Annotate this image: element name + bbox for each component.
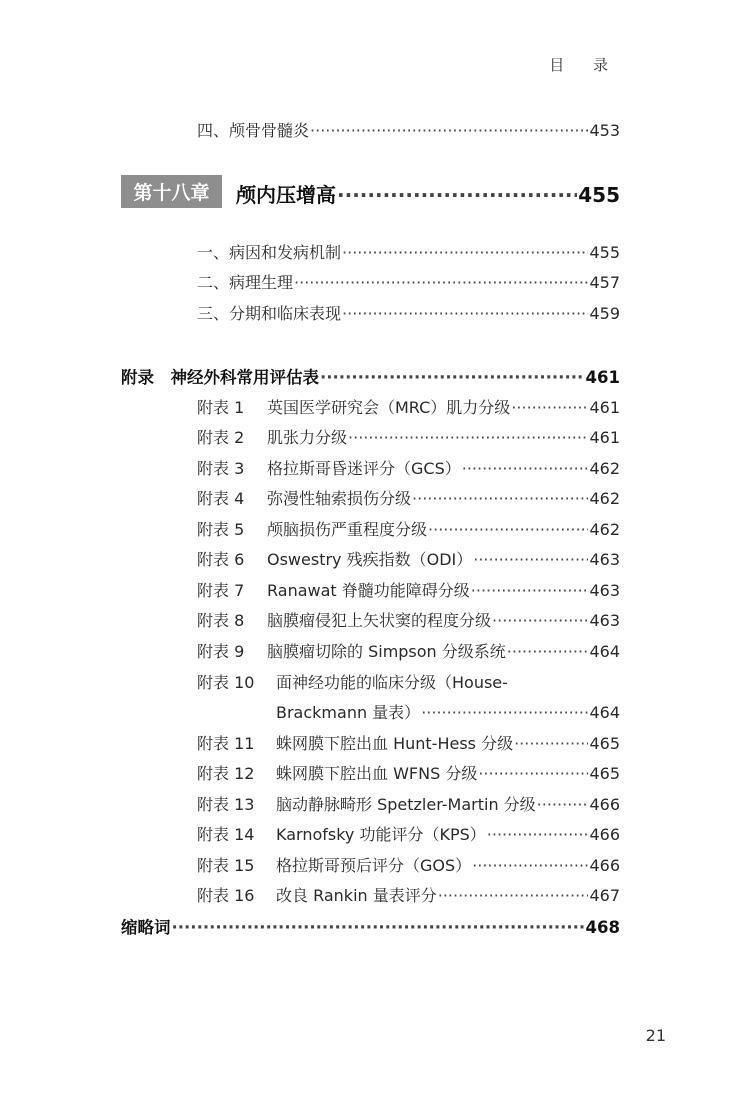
item-number: 附表 5 [197, 520, 245, 539]
leader-dots [487, 825, 589, 844]
item-number: 附表 2 [197, 428, 245, 447]
leader-dots [348, 428, 588, 447]
item-title: 蛛网膜下腔出血 Hunt-Hess 分级 [276, 734, 514, 753]
leader-dots [412, 489, 588, 508]
appendix-title: 附录 神经外科常用评估表 [121, 368, 319, 387]
item-number: 附表 3 [197, 459, 245, 478]
running-header: 目 录 [549, 56, 620, 74]
item-number: 附表 1 [197, 398, 245, 417]
toc-appendix-item[interactable] [197, 578, 620, 601]
item-title: 格拉斯哥昏迷评分（GCS） [267, 459, 461, 478]
toc-appendix-item-line1[interactable] [197, 670, 620, 693]
leader-dots [514, 734, 588, 753]
leader-dots [342, 304, 588, 323]
item-title: 弥漫性轴索损伤分级 [267, 489, 412, 508]
item-number: 附表 9 [197, 642, 245, 661]
item-page: 463 [589, 581, 620, 600]
item-number: 附表 8 [197, 611, 245, 630]
toc-chapter-18[interactable] [236, 179, 620, 208]
page-number: 21 [645, 1026, 666, 1045]
leader-dots [537, 795, 589, 814]
toc-appendix-item[interactable] [197, 425, 620, 448]
item-page: 462 [589, 459, 620, 478]
leader-dots [507, 642, 589, 661]
toc-entry-title: 二、病理生理 [197, 273, 294, 292]
leader-dots [472, 856, 588, 875]
toc-appendix-item[interactable] [197, 883, 620, 906]
item-page: 463 [589, 611, 620, 630]
item-page: 464 [589, 642, 620, 661]
toc-appendix-item-line2[interactable] [276, 700, 620, 723]
toc-appendix[interactable] [121, 364, 620, 388]
item-number: 附表 10 [197, 673, 255, 692]
item-page: 465 [589, 764, 620, 783]
toc-entry-page: 457 [589, 273, 620, 292]
leader-dots [438, 886, 589, 905]
leader-dots [294, 273, 588, 292]
toc-appendix-item[interactable] [197, 761, 620, 784]
item-page: 463 [589, 550, 620, 569]
toc-appendix-item[interactable] [197, 822, 620, 845]
item-title: 肌张力分级 [267, 428, 348, 447]
item-page: 467 [589, 886, 620, 905]
item-page: 461 [589, 398, 620, 417]
toc-entry-etiology[interactable] [197, 240, 620, 263]
leader-dots [320, 368, 585, 387]
item-title: 颅脑损伤严重程度分级 [267, 520, 428, 539]
toc-entry-page: 455 [589, 243, 620, 262]
leader-dots [310, 121, 588, 140]
toc-entry-pathophysiology[interactable] [197, 270, 620, 293]
item-number: 附表 4 [197, 489, 245, 508]
item-number: 附表 15 [197, 856, 255, 875]
item-title: 脑膜瘤切除的 Simpson 分级系统 [267, 642, 506, 661]
item-title: Ranawat 脊髓功能障碍分级 [267, 581, 470, 600]
appendix-page: 461 [585, 368, 620, 387]
chapter-badge: 第十八章 [121, 175, 222, 208]
leader-dots [172, 918, 585, 937]
toc-appendix-item[interactable] [197, 853, 620, 876]
item-title: 脑膜瘤侵犯上矢状窦的程度分级 [267, 611, 492, 630]
abbrev-title: 缩略词 [121, 918, 171, 937]
toc-abbreviations[interactable] [121, 914, 620, 938]
item-title: Karnofsky 功能评分（KPS） [276, 825, 486, 844]
toc-entry-page: 453 [589, 121, 620, 140]
toc-appendix-item[interactable] [197, 486, 620, 509]
item-title: 脑动静脉畸形 Spetzler-Martin 分级 [276, 795, 536, 814]
item-number: 附表 13 [197, 795, 255, 814]
toc-entry-title: 一、病因和发病机制 [197, 243, 342, 262]
item-number: 附表 16 [197, 886, 255, 905]
item-number: 附表 11 [197, 734, 255, 753]
toc-entry-staging[interactable] [197, 301, 620, 324]
leader-dots [342, 243, 588, 262]
toc-appendix-item[interactable] [197, 731, 620, 754]
item-title: 面神经功能的临床分级（House- [276, 673, 508, 692]
leader-dots [492, 611, 588, 630]
item-title: 英国医学研究会（MRC）肌力分级 [267, 398, 511, 417]
leader-dots [462, 459, 589, 478]
item-page: 465 [589, 734, 620, 753]
item-page: 466 [589, 795, 620, 814]
chapter-title: 颅内压增高 [236, 183, 336, 207]
leader-dots [428, 520, 588, 539]
item-title-continued: Brackmann 量表） [276, 703, 421, 722]
toc-appendix-item[interactable] [197, 517, 620, 540]
item-title: 格拉斯哥预后评分（GOS） [276, 856, 472, 875]
item-title: Oswestry 残疾指数（ODI） [267, 550, 473, 569]
toc-entry-title: 四、颅骨骨髓炎 [197, 121, 310, 140]
item-number: 附表 12 [197, 764, 255, 783]
toc-appendix-item[interactable] [197, 395, 620, 418]
item-page: 466 [589, 856, 620, 875]
leader-dots [337, 183, 577, 207]
item-number: 附表 6 [197, 550, 245, 569]
toc-appendix-item[interactable] [197, 608, 620, 631]
item-page: 466 [589, 825, 620, 844]
toc-appendix-item[interactable] [197, 456, 620, 479]
item-page: 464 [589, 703, 620, 722]
toc-appendix-item[interactable] [197, 639, 620, 662]
chapter-page: 455 [578, 183, 620, 207]
item-number: 附表 7 [197, 581, 245, 600]
toc-entry-page: 459 [589, 304, 620, 323]
item-page: 462 [589, 489, 620, 508]
toc-appendix-item[interactable] [197, 547, 620, 570]
item-number: 附表 14 [197, 825, 255, 844]
item-page: 462 [589, 520, 620, 539]
toc-entry-skull-osteomyelitis[interactable] [197, 118, 620, 141]
item-page: 461 [589, 428, 620, 447]
leader-dots [473, 550, 588, 569]
leader-dots [471, 581, 589, 600]
leader-dots [511, 398, 588, 417]
toc-entry-title: 三、分期和临床表现 [197, 304, 342, 323]
leader-dots [421, 703, 588, 722]
item-title: 蛛网膜下腔出血 WFNS 分级 [276, 764, 478, 783]
abbrev-page: 468 [585, 918, 620, 937]
item-title: 改良 Rankin 量表评分 [276, 886, 437, 905]
leader-dots [478, 764, 588, 783]
toc-appendix-item[interactable] [197, 792, 620, 815]
